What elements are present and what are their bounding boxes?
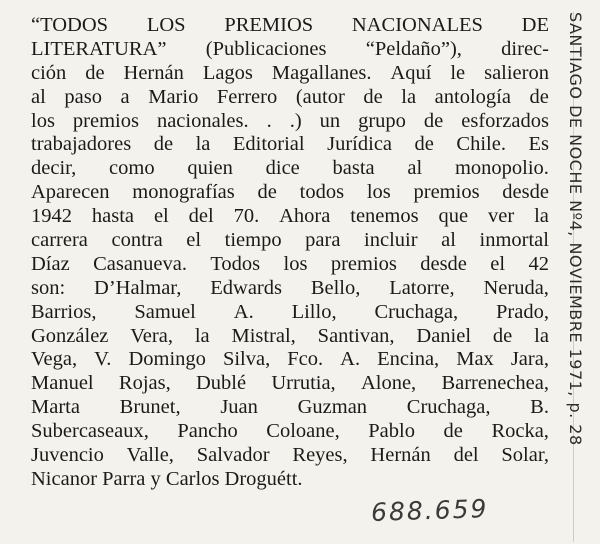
article-line: Manuel Rojas, Dublé Urrutia, Alone, Barrenechea,: [31, 372, 549, 395]
article-line: Subercaseaux, Pancho Coloane, Pablo de Rocka,: [31, 420, 549, 443]
article-line: Díaz Casanueva. Todos los premios desde el 42: [31, 252, 549, 275]
article-line: Juvencio Valle, Salvador Reyes, Hernán del Solar,: [31, 444, 549, 467]
article-line: los premios nacionales. . .) un grupo de esforzados: [31, 109, 549, 132]
article-line: al paso a Mario Ferrero (autor de la antología de: [31, 85, 549, 108]
article-line: Marta Brunet, Juan Guzman Cruchaga, B.: [31, 396, 549, 419]
handwritten-source-note: SANTIAGO DE NOCHE Nº4, NOVIEMBRE 1971, p. 28: [566, 12, 585, 446]
handwritten-catalog-number: 688.659: [370, 493, 489, 528]
article-line: Barrios, Samuel A. Lillo, Cruchaga, Prado,: [31, 300, 549, 323]
article-line: carrera contra el tiempo para incluir al inmortal: [31, 229, 549, 252]
article-line: Aparecen monografías de todos los premios desde: [31, 181, 549, 204]
article-line: ción de Hernán Lagos Magallanes. Aquí le salieron: [31, 61, 549, 84]
article-line: González Vera, la Mistral, Santivan, Daniel de la: [31, 324, 549, 347]
article-line: “TODOS LOS PREMIOS NACIONALES DE: [31, 14, 549, 36]
article-text: [31, 14, 549, 492]
article-line: 1942 hasta el del 70. Ahora tenemos que ver la: [31, 205, 549, 228]
article-line: trabajadores de la Editorial Jurídica de Chile. Es: [31, 133, 549, 156]
article-line: Vega, V. Domingo Silva, Fco. A. Encina, Max Jara,: [31, 348, 549, 371]
article-line: decir, como quien dice basta al monopolio.: [31, 157, 549, 180]
article-line: Nicanor Parra y Carlos Droguétt.: [31, 467, 303, 490]
article-line: son: D’Halmar, Edwards Bello, Latorre, Neruda,: [31, 276, 549, 299]
article-line: LITERATURA” (Publicaciones “Peldaño”), direc-: [31, 37, 549, 60]
